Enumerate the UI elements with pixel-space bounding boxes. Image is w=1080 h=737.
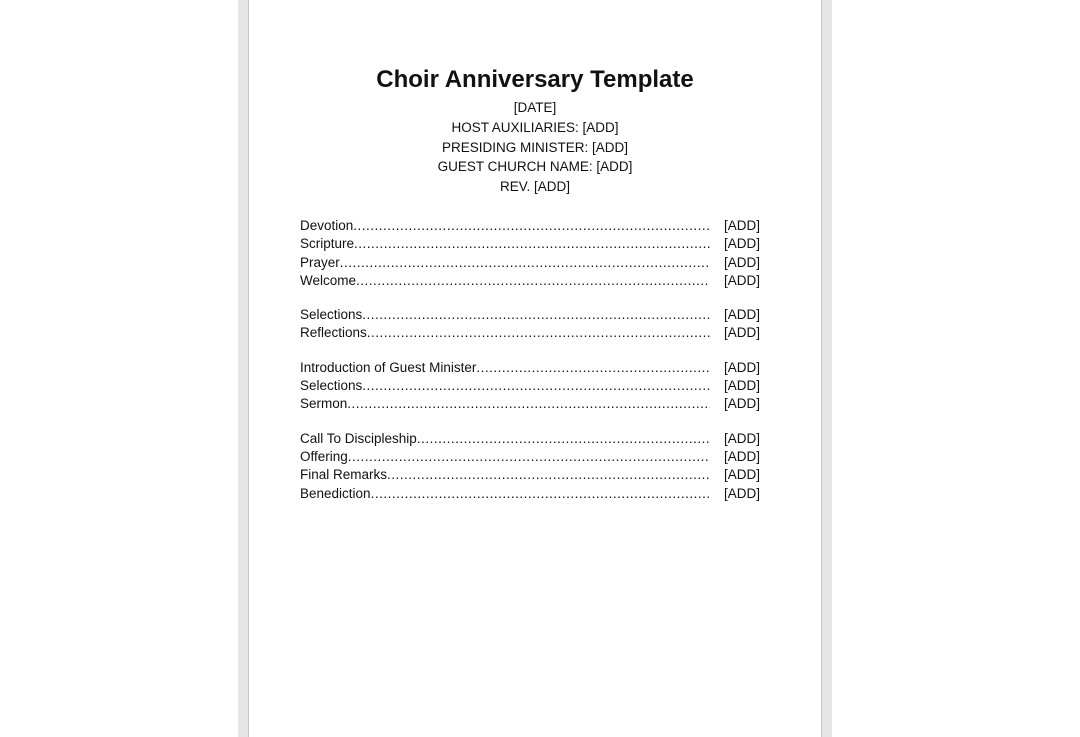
document-page[interactable] — [248, 0, 822, 737]
program-item-label: Scripture — [300, 236, 355, 252]
presiding-minister-line: PRESIDING MINISTER: [ADD] — [441, 139, 629, 155]
dot-leader — [417, 430, 710, 448]
program-item-label: Reflections — [300, 325, 367, 341]
program-item-value: [ADD] — [723, 467, 760, 483]
dot-leader — [476, 359, 710, 377]
program-item-value: [ADD] — [723, 359, 760, 375]
program-item-value: [ADD] — [723, 307, 760, 323]
program-item-label: Devotion — [300, 218, 354, 233]
program-item-value: [ADD] — [723, 448, 760, 464]
program-row-welcome — [300, 272, 760, 290]
program-item-label: Selections — [300, 378, 363, 394]
program-item-label: Sermon — [300, 396, 348, 412]
program-row-devotion — [300, 217, 760, 235]
program-group-opening — [300, 217, 760, 290]
dot-leader — [348, 448, 710, 466]
host-auxiliaries-line: HOST AUXILIARIES: [ADD] — [451, 119, 619, 135]
document-title: Choir Anniversary Template — [376, 66, 694, 93]
program-item-value: [ADD] — [723, 218, 760, 233]
dot-leader — [340, 254, 710, 272]
program-row-offering — [300, 448, 760, 466]
program-row-guest-minister — [300, 359, 760, 377]
program-row-selections-2 — [300, 377, 760, 395]
program-row-prayer — [300, 254, 760, 272]
program-item-value: [ADD] — [723, 396, 760, 412]
program-item-label: Benediction — [300, 485, 371, 501]
page-shadow-left — [238, 0, 248, 737]
program-row-selections — [300, 306, 760, 324]
dot-leader — [371, 485, 710, 503]
dot-leader — [347, 395, 710, 413]
program-row-scripture — [300, 235, 760, 253]
program-item-label: Selections — [300, 307, 363, 323]
page-shadow-right — [822, 0, 832, 737]
header-block — [249, 98, 821, 197]
dot-leader — [362, 306, 710, 324]
program-item-label: Introduction of Guest Minister — [300, 359, 477, 375]
program-item-label: Prayer — [300, 254, 340, 270]
program-item-value: [ADD] — [723, 485, 760, 501]
dot-leader — [362, 377, 710, 395]
program-group-closing — [300, 430, 760, 503]
program-row-discipleship — [300, 430, 760, 448]
date-line: [DATE] — [513, 100, 557, 115]
dot-leader — [367, 324, 710, 342]
program-item-label: Offering — [300, 448, 348, 464]
program-row-reflections — [300, 324, 760, 342]
program-item-value: [ADD] — [723, 378, 760, 394]
program-list — [300, 217, 760, 519]
program-item-value: [ADD] — [723, 430, 760, 446]
guest-church-line: GUEST CHURCH NAME: [ADD] — [437, 159, 633, 175]
dot-leader — [353, 217, 710, 235]
program-item-label: Welcome — [300, 272, 357, 288]
program-item-value: [ADD] — [723, 272, 760, 288]
dot-leader — [387, 466, 710, 484]
reverend-line: REV. [ADD] — [499, 179, 571, 195]
dot-leader — [354, 235, 710, 253]
program-item-value: [ADD] — [723, 254, 760, 270]
program-item-value: [ADD] — [723, 325, 760, 341]
dot-leader — [356, 272, 710, 290]
program-item-label: Final Remarks — [300, 467, 388, 483]
program-row-sermon — [300, 395, 760, 413]
program-item-label: Call To Discipleship — [300, 430, 417, 446]
program-row-benediction — [300, 485, 760, 503]
program-item-value: [ADD] — [723, 236, 760, 252]
program-row-final-remarks — [300, 466, 760, 484]
program-group-sermon — [300, 359, 760, 414]
program-group-music — [300, 306, 760, 343]
